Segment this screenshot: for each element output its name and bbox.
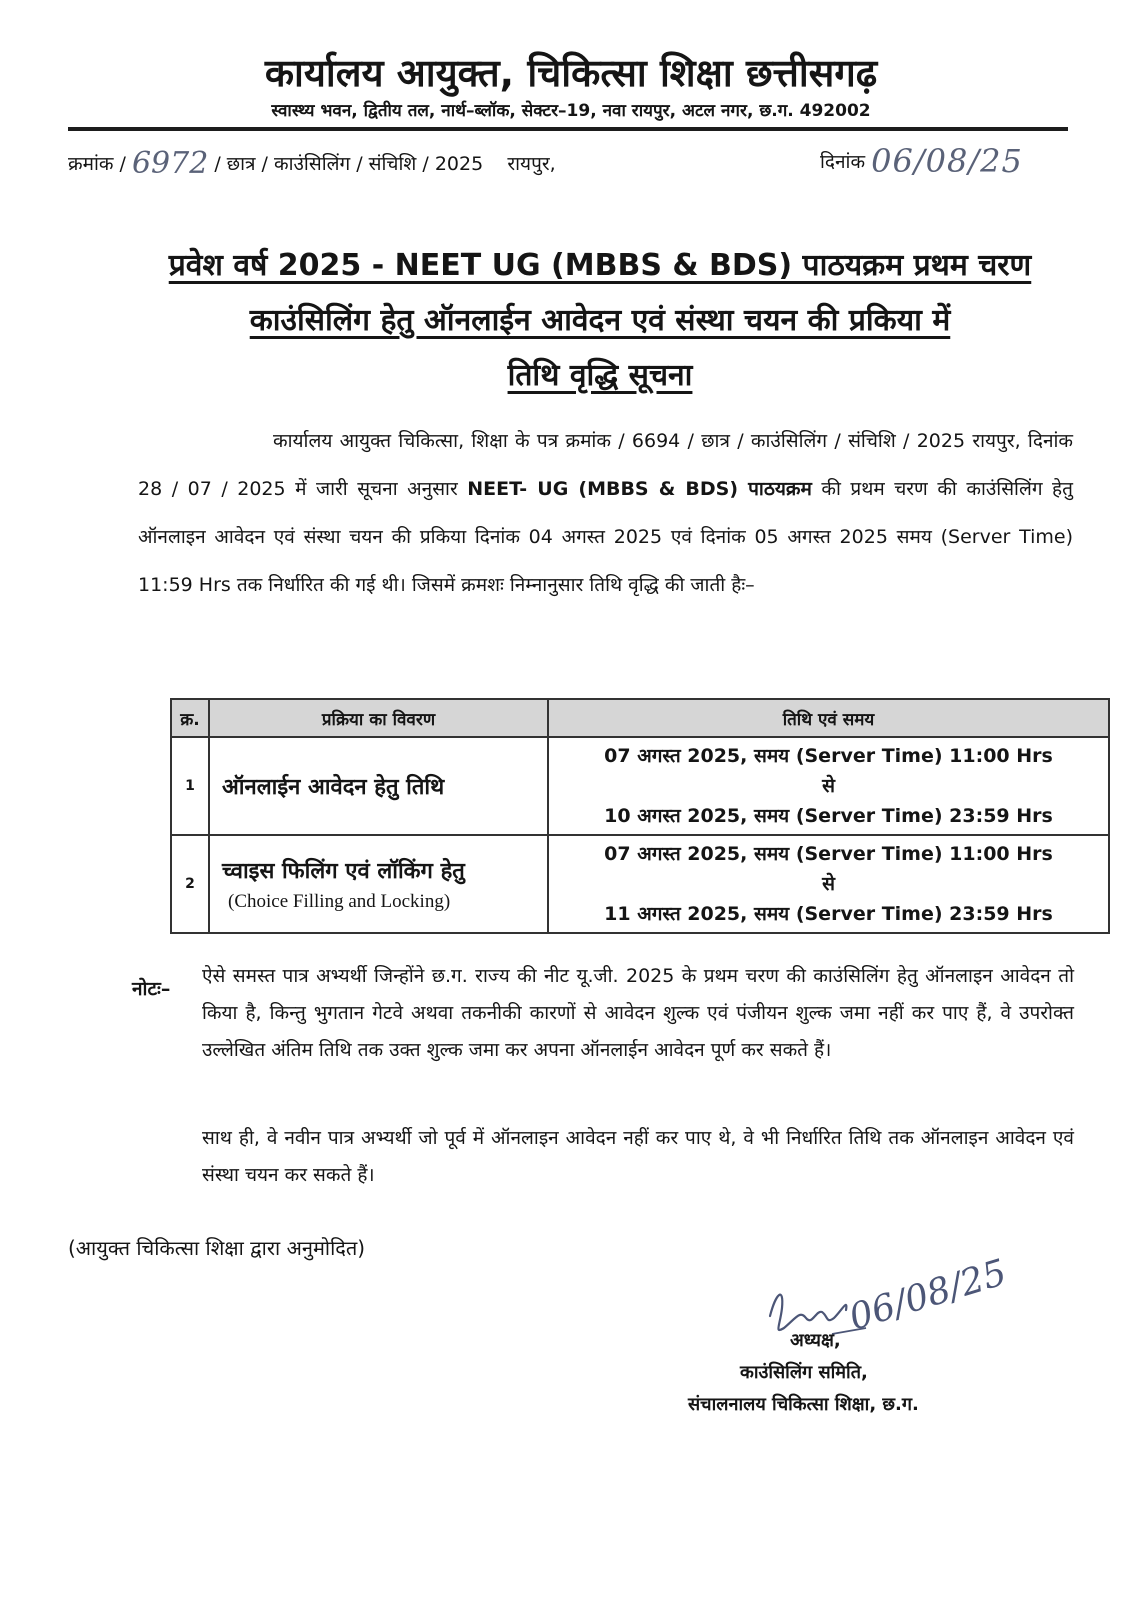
letter-date: [820, 142, 1023, 180]
row-description: [209, 737, 548, 835]
schedule-table: [170, 698, 1110, 934]
end-date: 10 अगस्त 2025, समय (Server Time) 23:59 Hrs: [604, 805, 1053, 827]
handwritten-reference-number: 6972: [131, 146, 209, 181]
intro-paragraph: [138, 417, 1073, 609]
column-header-description: प्रक्रिया का विवरण: [209, 699, 548, 737]
column-header-no: क्र.: [171, 699, 209, 737]
reference-number: [68, 146, 556, 181]
heading-line-3: तिथि वृद्धि सूचना: [507, 358, 693, 393]
intro-text-b: की प्रथम चरण की काउंसिलिंग हेतु ऑनलाइन आवेदन एवं संस्था चयन की प्रकिया दिनांक 04 अगस्त 2025 एवं दिनांक 05 अगस्त 2025 समय (Server Time) 11:59 Hrs तक निर्धारित की गई थी। जिसमें क्रमशः निम्नानुसार तिथि वृद्धि की जाती हैः–: [138, 478, 1073, 596]
office-title: कार्यालय आयुक्त, चिकित्सा शिक्षा छत्तीसगढ़: [264, 51, 878, 95]
table-header-row: [171, 699, 1109, 737]
range-separator: से: [822, 775, 835, 797]
row-number: 2: [171, 835, 209, 933]
header-divider: [68, 127, 1068, 131]
end-date: 11 अगस्त 2025, समय (Server Time) 23:59 Hrs: [604, 903, 1053, 925]
heading-line-2: काउंसिलिंग हेतु ऑनलाईन आवेदन एवं संस्था चयन की प्रकिया में: [249, 303, 951, 338]
reference-place: रायपुर,: [507, 153, 556, 175]
row-date-range: [548, 835, 1109, 933]
note-paragraph: ऐसे समस्त पात्र अभ्यर्थी जिन्होंने छ.ग. राज्य की नीट यू.जी. 2025 के प्रथम चरण की काउंसिलिंग हेतु ऑनलाइन आवेदन तो किया है, किन्तु भुगतान गेटवे अथवा तकनीकी कारणों से आवेदन शुल्क एवं पंजीयन शुल्क जमा नहीं कर पाए हैं, वे उपरोक्त उल्लेखित अंतिम तिथि तक उक्त शुल्क जमा कर अपना ऑनलाईन आवेदन पूर्ण कर सकते हैं।: [202, 965, 1074, 1061]
row-description-text: ऑनलाईन आवेदन हेतु तिथि: [222, 775, 445, 800]
signature-date: 06/08/25: [844, 1252, 1012, 1339]
signatory-block: [660, 1325, 1000, 1421]
signatory-directorate: संचालनालय चिकित्सा शिक्षा, छ.ग.: [688, 1394, 919, 1415]
range-separator: से: [822, 873, 835, 895]
reference-suffix: / छात्र / काउंसिलिंग / संचिशि / 2025: [208, 153, 484, 175]
notice-heading: [140, 238, 1060, 403]
start-date: 07 अगस्त 2025, समय (Server Time) 11:00 Hrs: [604, 745, 1053, 767]
table-row: [171, 835, 1109, 933]
note-paragraph-2: साथ ही, वे नवीन पात्र अभ्यर्थी जो पूर्व में ऑनलाइन आवेदन नहीं कर पाए थे, वे भी निर्धारित तिथि तक ऑनलाइन आवेदन एवं संस्था चयन कर सकते हैं।: [202, 1127, 1074, 1186]
row-description-text: च्वाइस फिलिंग एवं लॉकिंग हेतु: [222, 859, 465, 884]
intro-text-bold: NEET- UG (MBBS & BDS) पाठयक्रम: [467, 478, 812, 500]
office-address: स्वास्थ्य भवन, द्वितीय तल, नार्थ–ब्लॉक, सेक्टर–19, नवा रायपुर, अटल नगर, छ.ग. 492002: [271, 101, 871, 121]
intro-text-a: कार्यालय आयुक्त चिकित्सा, शिक्षा के पत्र क्रमांक / 6694 / छात्र / काउंसिलिंग / संचिशि / 2025 रायपुर, दिनांक 28 / 07 / 2025 में जारी सूचना अनुसार: [138, 430, 1073, 500]
start-date: 07 अगस्त 2025, समय (Server Time) 11:00 Hrs: [604, 843, 1053, 865]
signatory-committee: काउंसिलिंग समिति,: [740, 1362, 868, 1383]
row-description-english: (Choice Filling and Locking): [228, 891, 451, 912]
column-header-date-time: तिथि एवं समय: [548, 699, 1109, 737]
row-description: [209, 835, 548, 933]
reference-prefix: क्रमांक /: [68, 153, 132, 175]
table-row: [171, 737, 1109, 835]
handwritten-date: 06/08/25: [871, 142, 1023, 180]
note-label: नोटः–: [132, 978, 171, 1000]
row-number: 1: [171, 737, 209, 835]
date-label: दिनांक: [820, 151, 866, 173]
row-date-range: [548, 737, 1109, 835]
signatory-title: अध्यक्ष,: [790, 1330, 841, 1351]
approval-line: (आयुक्त चिकित्सा शिक्षा द्वारा अनुमोदित): [68, 1236, 366, 1260]
heading-line-1: प्रवेश वर्ष 2025 - NEET UG (MBBS & BDS) पाठयक्रम प्रथम चरण: [168, 248, 1032, 283]
